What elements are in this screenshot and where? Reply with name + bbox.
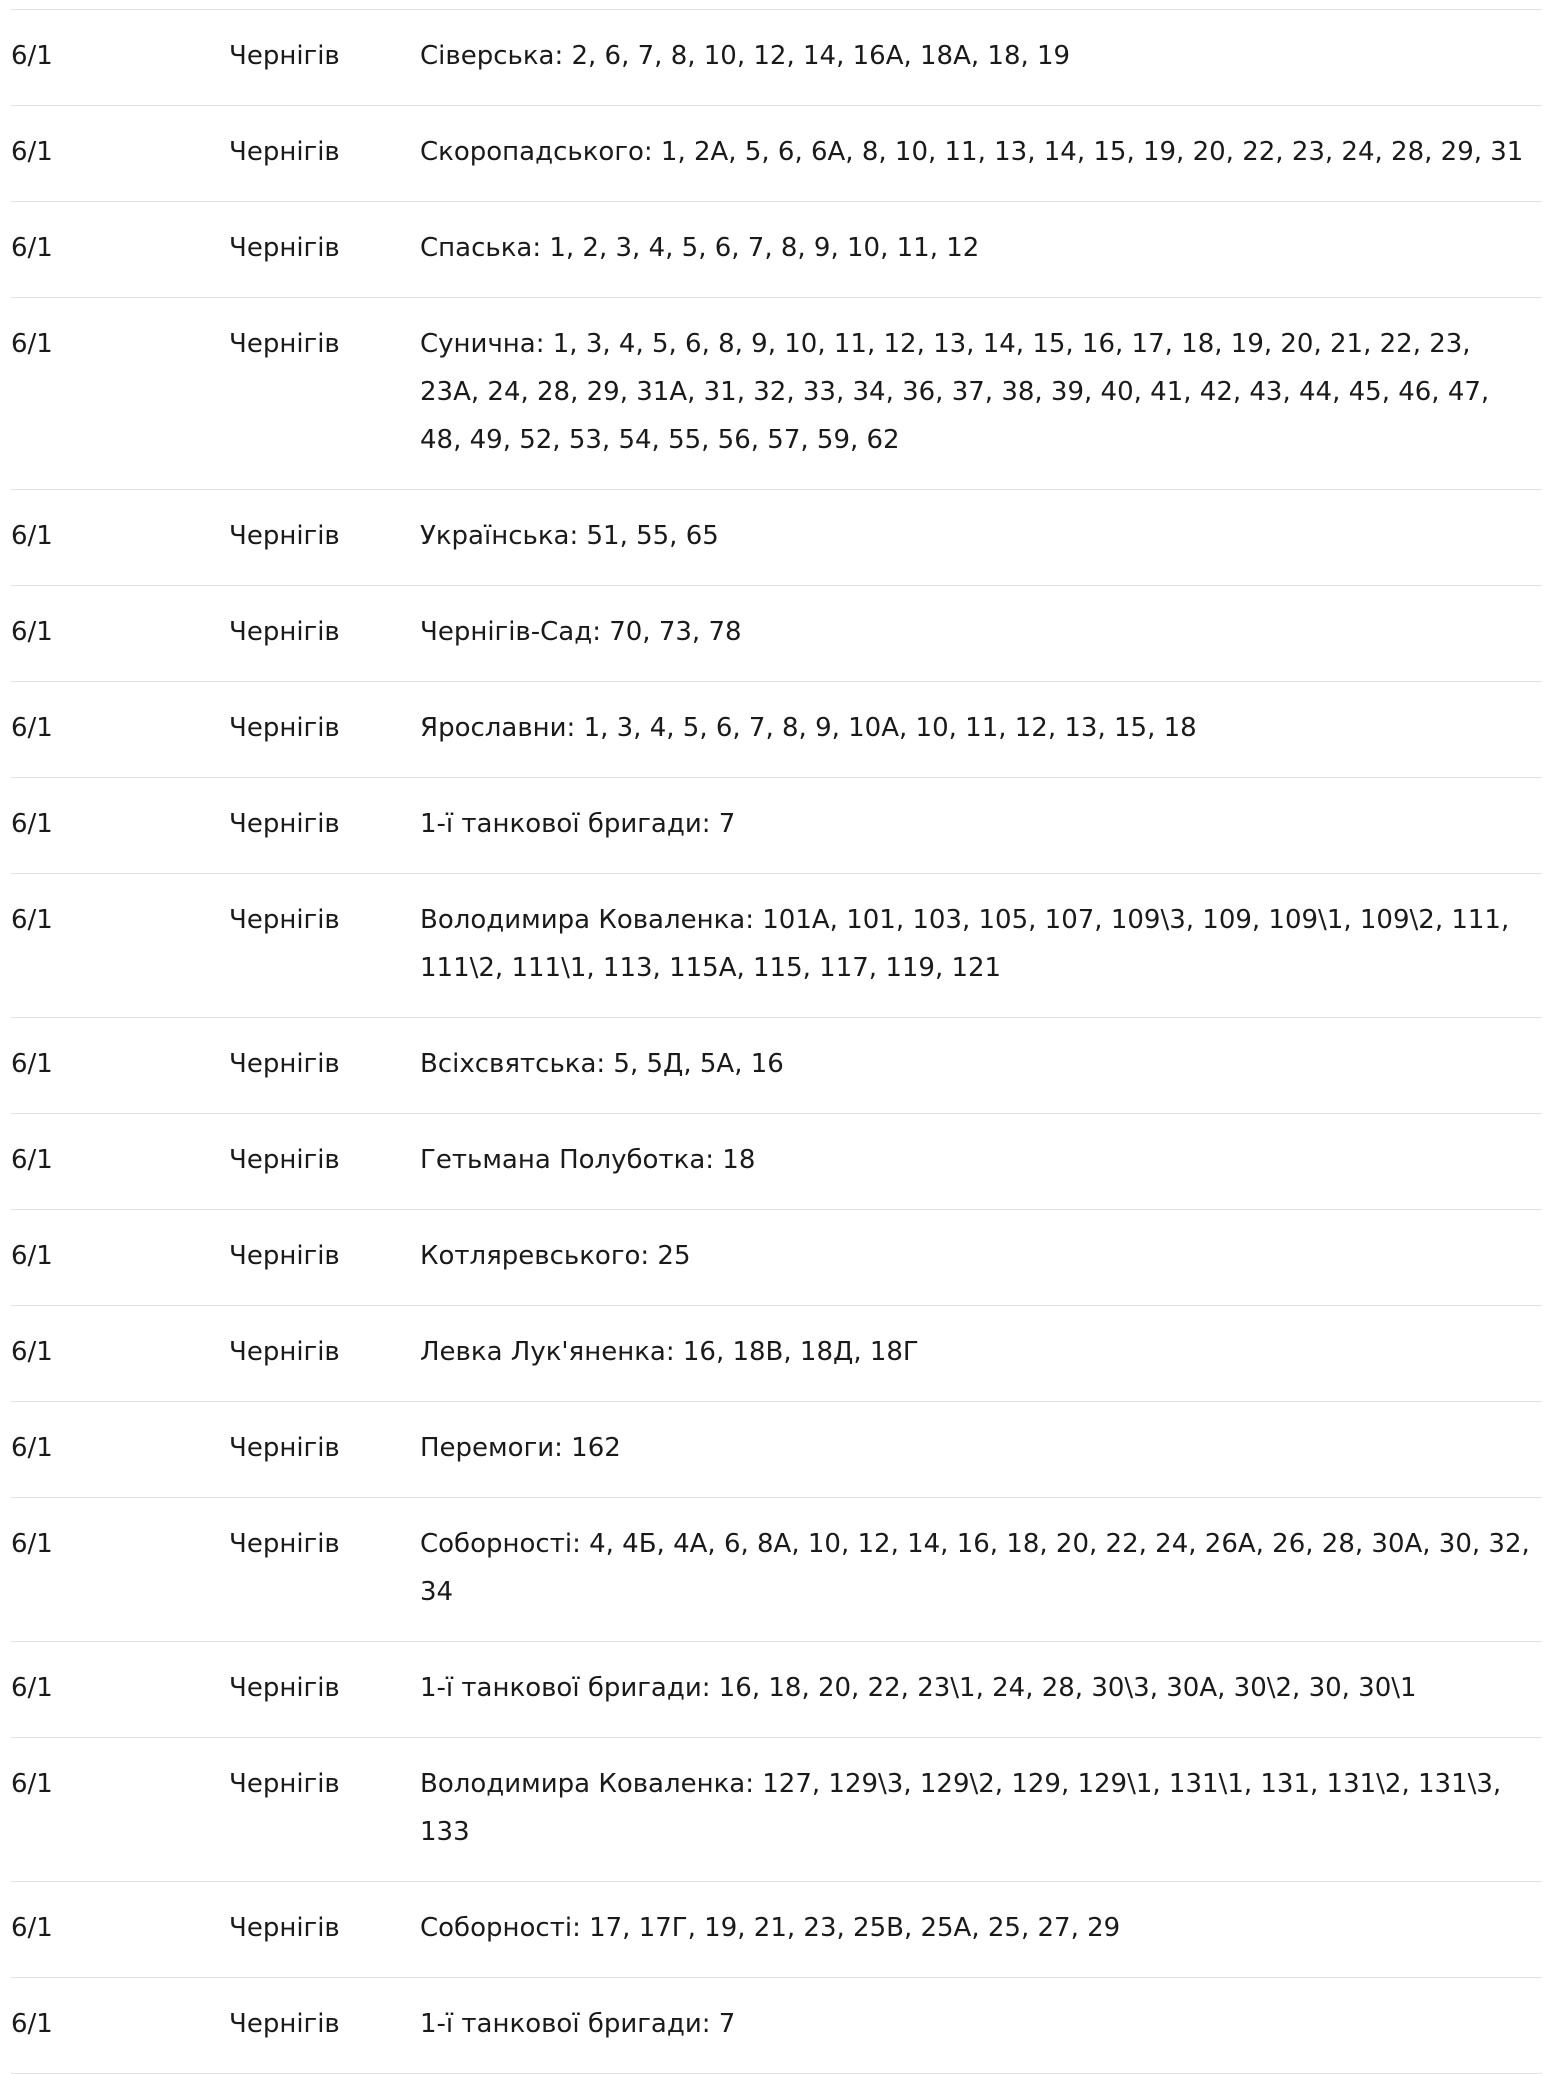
table-row	[11, 106, 1542, 202]
group-cell: 6/1	[11, 905, 53, 935]
table-row	[11, 586, 1542, 682]
group-cell: 6/1	[11, 1529, 53, 1559]
group-cell: 6/1	[11, 1769, 53, 1799]
city-cell: Чернігів	[229, 41, 340, 71]
group-cell: 6/1	[11, 233, 53, 263]
city-cell: Чернігів	[229, 1337, 340, 1367]
city-cell: Чернігів	[229, 2009, 340, 2039]
addresses-cell: Володимира Коваленка: 101А, 101, 103, 105, 107, 109\3, 109, 109\1, 109\2, 111, 111\2, 111\1, 113, 115А, 115, 117, 119, 121	[420, 905, 1510, 983]
table-row	[11, 490, 1542, 586]
addresses-cell: Скоропадського: 1, 2А, 5, 6, 6А, 8, 10, 11, 13, 14, 15, 19, 20, 22, 23, 24, 28, 29, 31	[420, 137, 1524, 167]
city-cell: Чернігів	[229, 1769, 340, 1799]
city-cell: Чернігів	[229, 1049, 340, 1079]
city-cell: Чернігів	[229, 1529, 340, 1559]
addresses-cell: 1-ї танкової бригади: 7	[420, 2009, 736, 2039]
addresses-cell: Сіверська: 2, 6, 7, 8, 10, 12, 14, 16А, 18А, 18, 19	[420, 41, 1071, 71]
group-cell: 6/1	[11, 329, 53, 359]
city-cell: Чернігів	[229, 1913, 340, 1943]
addresses-cell: Володимира Коваленка: 127, 129\3, 129\2, 129, 129\1, 131\1, 131, 131\2, 131\3, 133	[420, 1769, 1502, 1847]
group-cell: 6/1	[11, 1913, 53, 1943]
city-cell: Чернігів	[229, 233, 340, 263]
table-row	[11, 298, 1542, 490]
group-cell: 6/1	[11, 1673, 53, 1703]
city-cell: Чернігів	[229, 617, 340, 647]
table-row	[11, 1498, 1542, 1642]
addresses-cell: Ярославни: 1, 3, 4, 5, 6, 7, 8, 9, 10А, 10, 11, 12, 13, 15, 18	[420, 713, 1197, 743]
addresses-cell: Всіхсвятська: 5, 5Д, 5А, 16	[420, 1049, 784, 1079]
table-row	[11, 202, 1542, 298]
table-row	[11, 1882, 1542, 1978]
table-row	[11, 1210, 1542, 1306]
table-row	[11, 1738, 1542, 1882]
table-row	[11, 1642, 1542, 1738]
table-row	[11, 1402, 1542, 1498]
city-cell: Чернігів	[229, 905, 340, 935]
city-cell: Чернігів	[229, 1433, 340, 1463]
outage-schedule-table	[11, 9, 1542, 2074]
city-cell: Чернігів	[229, 809, 340, 839]
addresses-cell: Соборності: 4, 4Б, 4А, 6, 8А, 10, 12, 14, 16, 18, 20, 22, 24, 26А, 26, 28, 30А, 30, 32, 34	[420, 1529, 1530, 1607]
addresses-cell: Чернігів-Сад: 70, 73, 78	[420, 617, 742, 647]
city-cell: Чернігів	[229, 329, 340, 359]
table-row	[11, 10, 1542, 106]
city-cell: Чернігів	[229, 521, 340, 551]
addresses-cell: Котляревського: 25	[420, 1241, 691, 1271]
group-cell: 6/1	[11, 713, 53, 743]
table-row	[11, 1978, 1542, 2074]
group-cell: 6/1	[11, 1145, 53, 1175]
group-cell: 6/1	[11, 1241, 53, 1271]
city-cell: Чернігів	[229, 1145, 340, 1175]
addresses-cell: 1-ї танкової бригади: 7	[420, 809, 736, 839]
addresses-cell: Українська: 51, 55, 65	[420, 521, 719, 551]
group-cell: 6/1	[11, 137, 53, 167]
city-cell: Чернігів	[229, 1241, 340, 1271]
group-cell: 6/1	[11, 521, 53, 551]
addresses-cell: Спаська: 1, 2, 3, 4, 5, 6, 7, 8, 9, 10, 11, 12	[420, 233, 980, 263]
group-cell: 6/1	[11, 809, 53, 839]
city-cell: Чернігів	[229, 137, 340, 167]
group-cell: 6/1	[11, 1049, 53, 1079]
addresses-cell: Сунична: 1, 3, 4, 5, 6, 8, 9, 10, 11, 12, 13, 14, 15, 16, 17, 18, 19, 20, 21, 22, 23, 23А, 24, 28, 29, 31А, 31, 32, 33, 34, 36, 37, 38, 39, 40, 41, 42, 43, 44, 45, 46, 47, 48, 49, 52, 53, 54, 55, 56, 57, 59, 62	[420, 329, 1490, 455]
city-cell: Чернігів	[229, 1673, 340, 1703]
addresses-cell: Левка Лук'яненка: 16, 18В, 18Д, 18Г	[420, 1337, 919, 1367]
group-cell: 6/1	[11, 41, 53, 71]
table-row	[11, 682, 1542, 778]
table-row	[11, 778, 1542, 874]
group-cell: 6/1	[11, 1337, 53, 1367]
table-row	[11, 1306, 1542, 1402]
addresses-cell: Соборності: 17, 17Г, 19, 21, 23, 25В, 25А, 25, 27, 29	[420, 1913, 1121, 1943]
addresses-cell: 1-ї танкової бригади: 16, 18, 20, 22, 23\1, 24, 28, 30\3, 30А, 30\2, 30, 30\1	[420, 1673, 1417, 1703]
table-row	[11, 1018, 1542, 1114]
table-row	[11, 874, 1542, 1018]
addresses-cell: Гетьмана Полуботка: 18	[420, 1145, 756, 1175]
city-cell: Чернігів	[229, 713, 340, 743]
group-cell: 6/1	[11, 1433, 53, 1463]
group-cell: 6/1	[11, 617, 53, 647]
group-cell: 6/1	[11, 2009, 53, 2039]
addresses-cell: Перемоги: 162	[420, 1433, 621, 1463]
table-row	[11, 1114, 1542, 1210]
